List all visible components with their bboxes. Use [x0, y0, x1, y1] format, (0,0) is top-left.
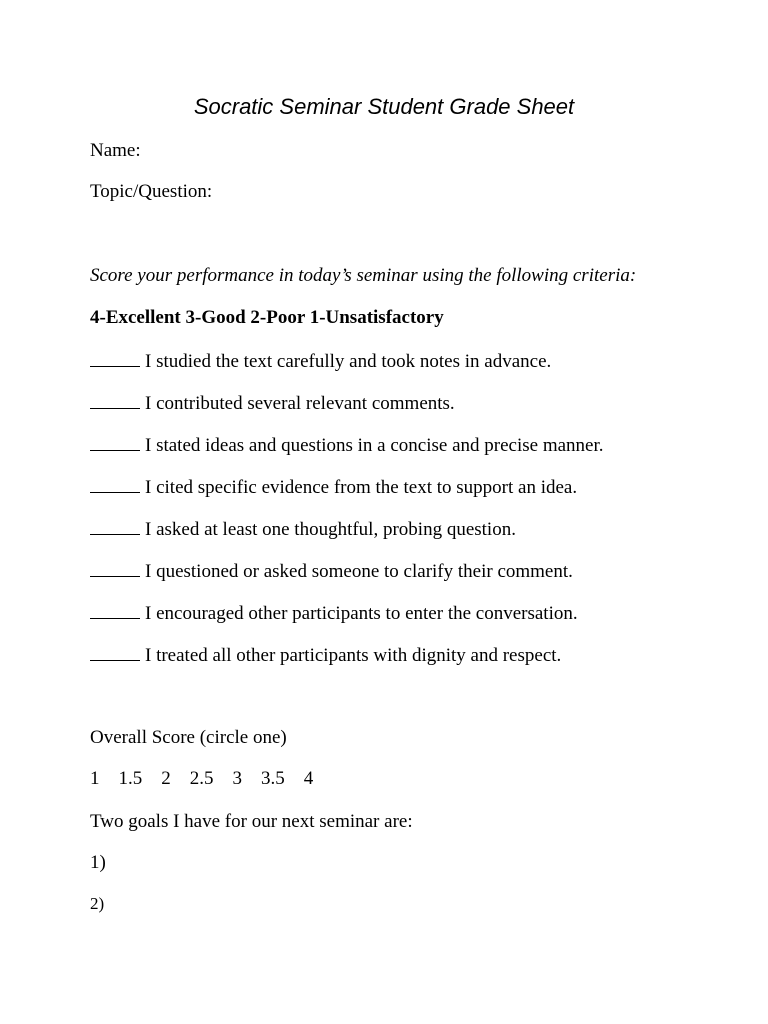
criteria-text: I stated ideas and questions in a concise and precise manner. [145, 435, 604, 456]
score-blank[interactable] [90, 516, 140, 535]
criteria-item [90, 642, 561, 668]
page-title: Socratic Seminar Student Grade Sheet [193, 94, 575, 119]
criteria-text: I asked at least one thoughtful, probing question. [145, 519, 516, 540]
criteria-item [90, 516, 516, 542]
criteria-text: I encouraged other participants to enter the conversation. [145, 603, 578, 624]
criteria-text: I questioned or asked someone to clarify their comment. [145, 561, 573, 582]
criteria-text: I cited specific evidence from the text to support an idea. [145, 477, 578, 498]
criteria-item [90, 600, 578, 626]
criteria-text: I treated all other participants with dignity and respect. [145, 645, 562, 666]
name-label: Name: [90, 140, 141, 161]
score-option[interactable]: 1.5 [118, 768, 143, 789]
scoring-scale: 4-Excellent 3-Good 2-Poor 1-Unsatisfactory [90, 307, 444, 328]
goal-number-2: 2) [90, 894, 105, 913]
criteria-text: I contributed several relevant comments. [145, 393, 455, 414]
overall-score-label: Overall Score (circle one) [90, 727, 287, 748]
score-blank[interactable] [90, 642, 140, 661]
goal-number-1: 1) [90, 852, 106, 873]
criteria-text: I studied the text carefully and took notes in advance. [145, 351, 552, 372]
criteria-item [90, 558, 573, 584]
score-option[interactable]: 1 [90, 768, 100, 789]
score-blank[interactable] [90, 348, 140, 367]
score-option[interactable]: 4 [303, 768, 314, 789]
criteria-item [90, 474, 577, 500]
criteria-item [90, 432, 604, 458]
goals-label: Two goals I have for our next seminar are: [90, 811, 413, 832]
score-option[interactable]: 2 [161, 768, 171, 789]
topic-label: Topic/Question: [90, 181, 213, 202]
score-blank[interactable] [90, 558, 140, 577]
score-blank[interactable] [90, 474, 140, 493]
score-option[interactable]: 3 [232, 768, 242, 789]
score-option[interactable]: 3.5 [261, 768, 285, 789]
criteria-item [90, 348, 551, 374]
score-blank[interactable] [90, 432, 140, 451]
score-options [90, 767, 332, 791]
criteria-item [90, 390, 455, 416]
instructions-text: Score your performance in today’s seminar using the following criteria: [90, 265, 637, 286]
score-blank[interactable] [90, 600, 140, 619]
score-option[interactable]: 2.5 [189, 768, 214, 789]
score-blank[interactable] [90, 390, 140, 409]
